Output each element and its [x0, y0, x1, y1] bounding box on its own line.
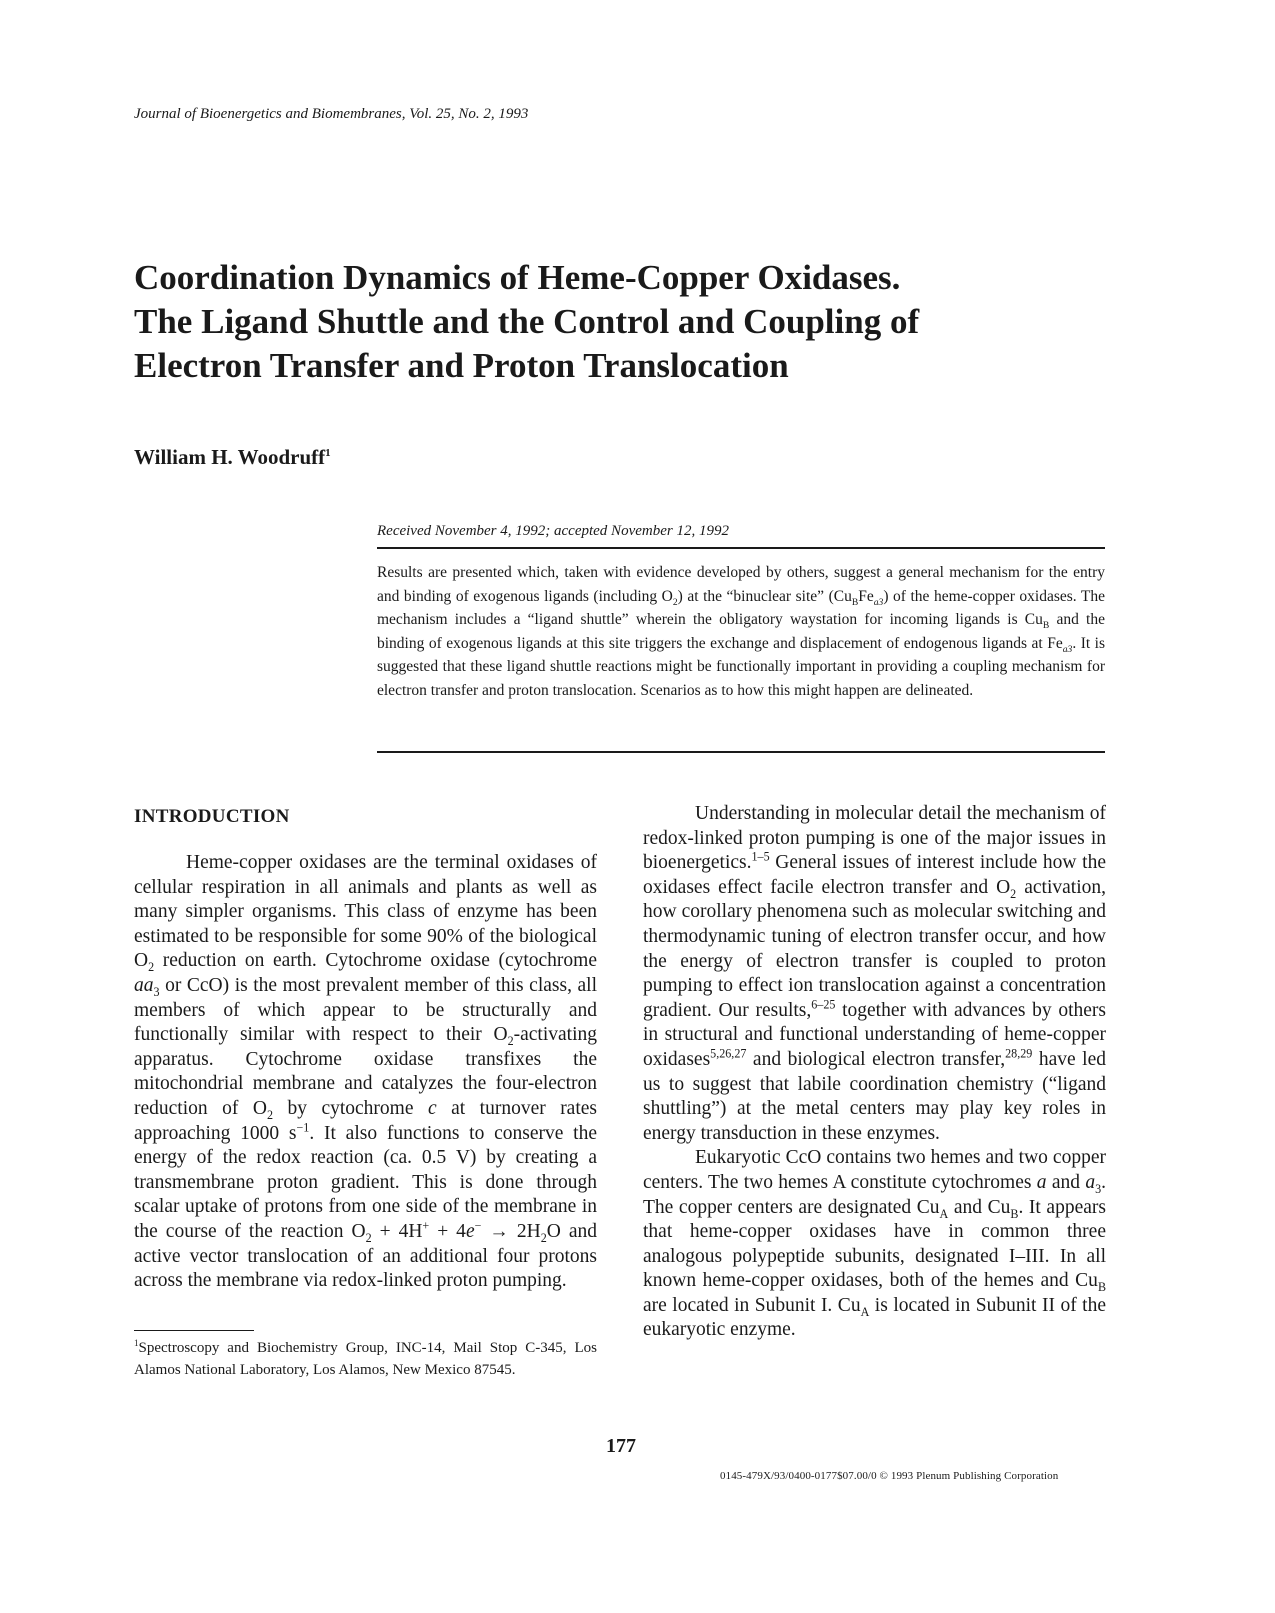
received-dates: Received November 4, 1992; accepted November 12, 1992 — [377, 523, 729, 539]
abstract: Results are presented which, taken with evidence developed by others, suggest a general mechanism for the entry and binding of exogenous ligands (including $O_2$) at the “binuclear site” $(Cu_BFe_{a3})$ of the heme-copper oxidases. The mechanism includes a “ligand shuttle” wherein the obligatory waystation for incoming ligands is $Cu_B$ and the binding of exogenous ligands at this site triggers the exchange and displacement of endogenous ligands at $Fe_{a3}$. It is suggested that these ligand shuttle reactions might be functionally important in providing a coupling mechanism for electron transfer and proton translocation. Scenarios as to how this might happen are delineated. — [377, 564, 1105, 699]
left-column — [134, 851, 597, 1294]
footnote-rule — [134, 1330, 254, 1331]
author-name: William H. Woodruff — [134, 445, 326, 469]
author-affiliation-footnote: $^1$Spectroscopy and Biochemistry Group, INC-14, Mail Stop C-345, Los Alamos National Laboratory, Los Alamos, New Mexico 87545. — [134, 1338, 597, 1378]
article-title — [134, 256, 1034, 388]
title-line-1: Coordination Dynamics of Heme-Copper Oxidases. — [134, 258, 901, 297]
intro-paragraph-3: Eukaryotic CcO contains two hemes and two copper centers. The two hemes A constitute cytochromes a and $a_3$. The copper centers are designated $Cu_A$ and $Cu_B$. It appears that heme-copper oxidases have in common three analogous polypeptide subunits, designated I–III. In all known heme-copper oxidases, both of the hemes and $Cu_B$ are located in Subunit I. $Cu_A$ is located in Subunit II of the eukaryotic enzyme. — [643, 1147, 1107, 1341]
title-line-2: The Ligand Shuttle and the Control and Coupling of — [134, 302, 920, 341]
author — [134, 445, 331, 470]
intro-paragraph-1: Heme-copper oxidases are the terminal oxidases of cellular respiration in all animals and plants as well as many simpler organisms. This class of enzyme has been estimated to be responsible for some 90% of the biological $O_2$ reduction on earth. Cytochrome oxidase (cytochrome $aa_3$ or CcO) is the most prevalent member of this class, all members of which appear to be structurally and functionally similar with respect to their $O_2$-activating apparatus. Cytochrome oxidase transfixes the mitochondrial membrane and catalyzes the four-electron reduction of $O_2$ by cytochrome c at turnover rates approaching 1000 $s^{-1}$. It also functions to conserve the energy of the redox reaction (ca. 0.5 V) by creating a transmembrane proton gradient. This is done through scalar uptake of protons from one side of the membrane in the course of the reaction $O_2 + 4H^+ + 4e^- \to 2H_2O$ and active vector translocation of an additional four protons across the membrane via redox-linked proton pumping. — [134, 852, 598, 1292]
page-number: 177 — [606, 1435, 636, 1457]
abstract-top-rule — [377, 547, 1105, 549]
right-column — [643, 802, 1106, 1343]
copyright-line: 0145-479X/93/0400-0177$07.00/0 © 1993 Plenum Publishing Corporation — [720, 1470, 1059, 1482]
journal-header: Journal of Bioenergetics and Biomembranes, Vol. 25, No. 2, 1993 — [134, 106, 529, 122]
title-line-3: Electron Transfer and Proton Translocation — [134, 346, 789, 385]
intro-paragraph-2: Understanding in molecular detail the mechanism of redox-linked proton pumping is one of the major issues in bioenergetics.$^{1-5}$ General issues of interest include how the oxidases effect facile electron transfer and $O_2$ activation, how corollary phenomena such as molecular switching and thermodynamic tuning of electron transfer occur, and how the energy of electron transfer is coupled to proton pumping to effect ion translocation against a concentration gradient. Our results,$^{6-25}$ together with advances by others in structural and functional understanding of heme-copper oxidases$^{5,26,27}$ and biological electron transfer,$^{28,29}$ have led us to suggest that labile coordination chemistry (“ligand shuttling”) at the metal centers may play key roles in energy transduction in these enzymes. — [643, 803, 1106, 1144]
abstract-bottom-rule — [377, 751, 1105, 753]
section-heading-introduction: INTRODUCTION — [134, 806, 290, 827]
author-footnote-mark: 1 — [325, 447, 331, 459]
